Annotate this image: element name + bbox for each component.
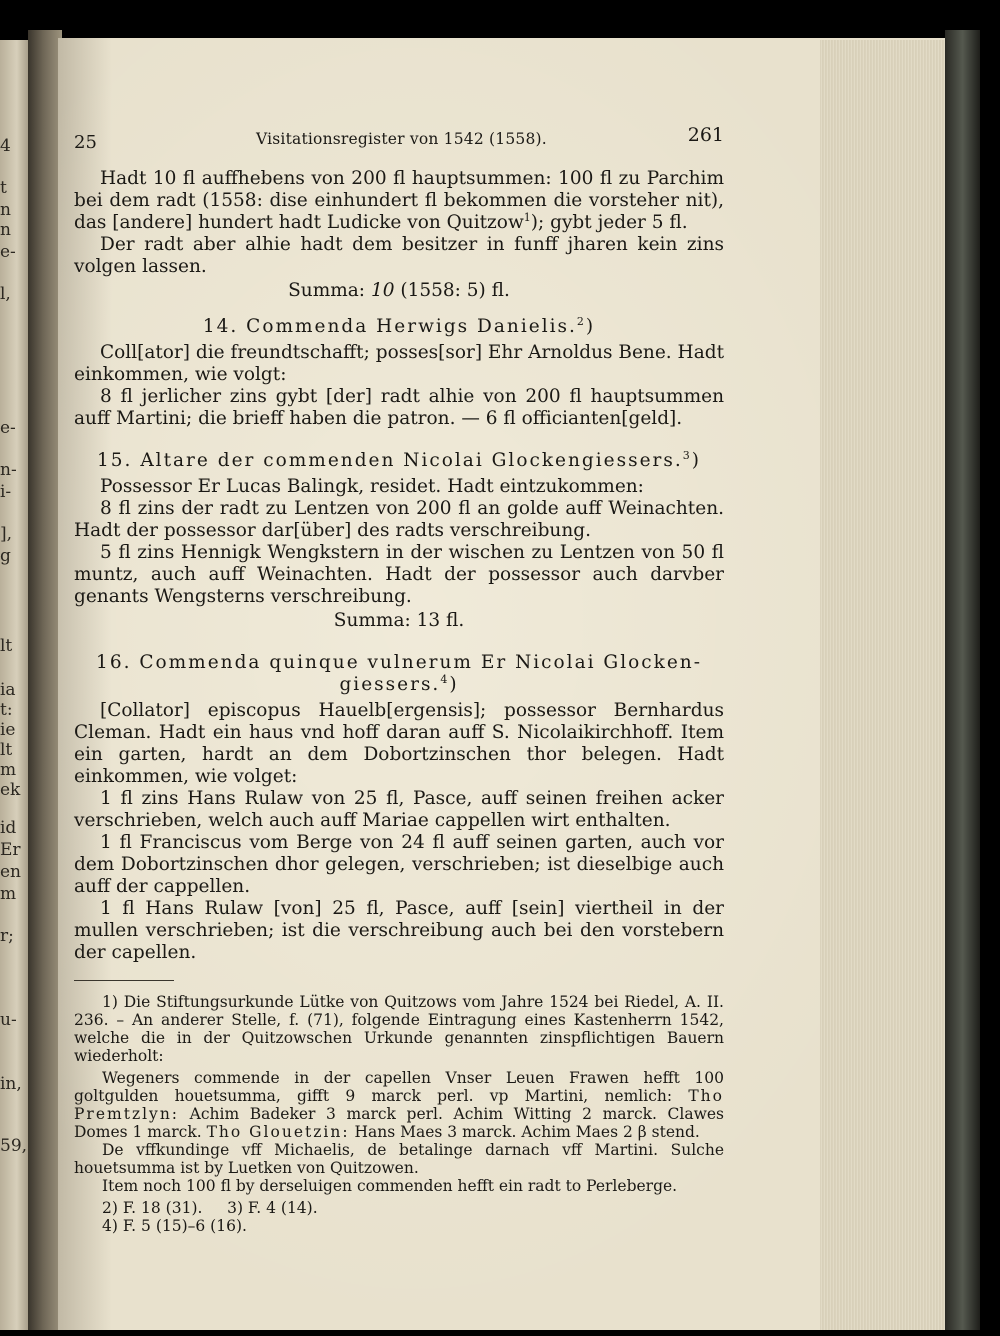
margin-fragment: id <box>0 818 17 838</box>
place-name: Tho Glouetzin: <box>206 1123 350 1141</box>
footnote-1-quote-3: Item noch 100 fl by derseluigen commenden hefft ein radt to Perleberge. <box>102 1177 678 1195</box>
margin-fragment: m <box>0 884 17 904</box>
heading-text: 15. Altare der commenden Nicolai Glockengiessers. <box>97 450 683 471</box>
footnote-2-3 <box>74 1199 724 1217</box>
running-title: Visitationsregister von 1542 (1558). <box>256 130 547 148</box>
margin-fragment: e- <box>0 242 16 262</box>
margin-fragment: Er <box>0 840 21 860</box>
summa-label: Summa: <box>288 280 366 301</box>
footnote-divider <box>74 980 174 981</box>
book-gutter <box>28 30 62 1330</box>
paragraph: Der radt aber alhie hadt dem besitzer in funff jharen kein zins volgen lassen. <box>74 234 724 277</box>
paragraph: 1 fl Franciscus vom Berge von 24 fl auff seinen garten, auch vor dem Dobortzinschen dhor gelegen, verschrieben; ist dieselbige auch auff der cappellen. <box>74 832 724 897</box>
section-heading-16 <box>74 652 724 674</box>
footnote-ref[interactable]: 1 <box>523 210 531 224</box>
margin-fragment: u- <box>0 1010 17 1030</box>
margin-fragment: n- <box>0 460 17 480</box>
paragraph-text: ); gybt jeder 5 fl. <box>530 212 688 233</box>
paragraph: Possessor Er Lucas Balingk, residet. Hadt eintzukommen: <box>100 476 644 497</box>
margin-fragment: r; <box>0 926 14 946</box>
footnotes <box>74 993 724 1235</box>
margin-fragment: lt <box>0 636 13 656</box>
margin-fragment: t: <box>0 700 13 720</box>
heading-text: 14. Commenda Herwigs Danielis. <box>202 316 577 337</box>
margin-fragment: 4 <box>0 136 11 156</box>
section-heading-14: 14. Commenda Herwigs Danielis.$^2$) <box>202 314 596 337</box>
margin-fragment: 59, <box>0 1136 28 1156</box>
footnote-1-quote <box>74 1069 724 1141</box>
margin-fragment: lt <box>0 740 13 760</box>
book-cover-edge <box>945 30 980 1330</box>
page-number: 261 <box>687 124 724 146</box>
margin-fragment: l, <box>0 284 11 304</box>
paragraph: 8 fl jerlicher zins gybt [der] radt alhie von 200 fl hauptsummen auff Martini; die brieff haben die patron. — 6 fl officianten[geld]. <box>74 386 724 429</box>
page-edges <box>820 40 955 1330</box>
footnote-ref[interactable]: 4 <box>440 672 450 686</box>
margin-fragment: ], <box>0 524 13 544</box>
heading-text: giessers. <box>339 674 441 695</box>
paragraph: 5 fl zins Hennigk Wengkstern in der wischen zu Lentzen von 50 fl muntz, auch auff Weinachten. Hadt der possessor auch darvber genants Wengsterns verschreibung. <box>74 542 724 607</box>
quote-text: Wegeners commende in der capellen Vnser Leuen Frawen hefft 100 goltgulden houetsumma, gifft 9 marck perl. vp Martini, nemlich: <box>74 1069 724 1105</box>
margin-fragment: ia <box>0 680 16 700</box>
paragraph: 8 fl zins der radt zu Lentzen von 200 fl an golde auff Weinachten. Hadt der possessor dar[über] des radts verschreibung. <box>74 498 724 541</box>
margin-fragment: e- <box>0 418 16 438</box>
footnote-2: 2) F. 18 (31). <box>102 1199 203 1217</box>
margin-fragment: ek <box>0 780 21 800</box>
footnote-1-quote-2: De vffkundinge vff Michaelis, de betalinge darnach vff Martini. Sulche houetsumma ist by Luetken von Quitzowen. <box>74 1141 724 1177</box>
paragraph <box>74 168 724 234</box>
summa-line: Summa: 13 fl. <box>333 610 465 631</box>
summa-value: 10 <box>370 280 395 301</box>
place-name: Tho Premtzlyn: <box>74 1087 724 1123</box>
margin-fragment: in, <box>0 1074 22 1094</box>
footnote-1: 1) Die Stiftungsurkunde Lütke von Quitzows vom Jahre 1524 bei Riedel, A. II. 236. – An anderer Stelle, f. (71), folgende Eintragung eines Kastenherrn 1542, welche die in der Quitzowschen Urkunde genannten zinspflichtigen Bauern wiederholt: <box>74 993 724 1065</box>
margin-fragment: t <box>0 178 7 198</box>
quote-text: Achim Badeker 3 marck perl. Achim Witting 2 marck. Clawes Domes 1 marck. <box>74 1105 724 1141</box>
footnote-ref[interactable]: 3 <box>682 448 692 462</box>
margin-fragment: n <box>0 220 11 240</box>
footnote-ref[interactable]: 2 <box>576 314 586 328</box>
paragraph: Coll[ator] die freundtschafft; posses[sor] Ehr Arnoldus Bene. Hadt einkommen, wie volgt: <box>74 342 724 385</box>
section-number: 25 <box>74 132 97 153</box>
section-heading-16-cont: giessers.$^4$) <box>339 672 459 695</box>
paragraph-text: Hadt 10 fl auffhebens von 200 fl hauptsummen: 100 fl zu Parchim bei dem radt (1558: dise einhundert fl bekommen die vorsteher nit), das [andere] hundert hadt Ludicke von Quitzow <box>74 168 724 233</box>
section-heading-15: 15. Altare der commenden Nicolai Glockengiessers.$^3$) <box>97 448 701 471</box>
footnote-4: 4) F. 5 (15)–6 (16). <box>102 1217 247 1235</box>
running-header <box>74 122 724 153</box>
margin-fragment: m <box>0 760 17 780</box>
footnote-3: 3) F. 4 (14). <box>227 1199 318 1217</box>
margin-fragment: g <box>0 546 11 566</box>
page-text <box>74 122 724 1235</box>
heading-text: 16. Commenda quinque vulnerum Er Nicolai Glocken- <box>96 652 702 673</box>
margin-fragment: en <box>0 862 22 882</box>
paragraph: 1 fl Hans Rulaw [von] 25 fl, Pasce, auff [sein] viertheil in der mullen verschrieben; ist die verschreibung auch bei den vorstebern der capellen. <box>74 898 724 963</box>
margin-fragment: ie <box>0 720 16 740</box>
summa-tail: (1558: 5) fl. <box>400 280 510 301</box>
margin-fragment: n <box>0 200 11 220</box>
paragraph: 1 fl zins Hans Rulaw von 25 fl, Pasce, auff seinen freihen acker verschrieben, welch auch auff Mariae cappellen wirt enthalten. <box>74 788 724 831</box>
quote-text: Hans Maes 3 marck. Achim Maes 2 β stend. <box>354 1123 700 1141</box>
paragraph: [Collator] episcopus Hauelb[ergensis]; possessor Bernhardus Cleman. Hadt ein haus vnd hoff daran auff S. Nicolaikirchhoff. Item ein garten, hardt an dem Dobortzinschen thor belegen. Hadt einkommen, wie volget: <box>74 700 724 787</box>
margin-fragment: i- <box>0 482 12 502</box>
summa-line <box>74 280 724 302</box>
